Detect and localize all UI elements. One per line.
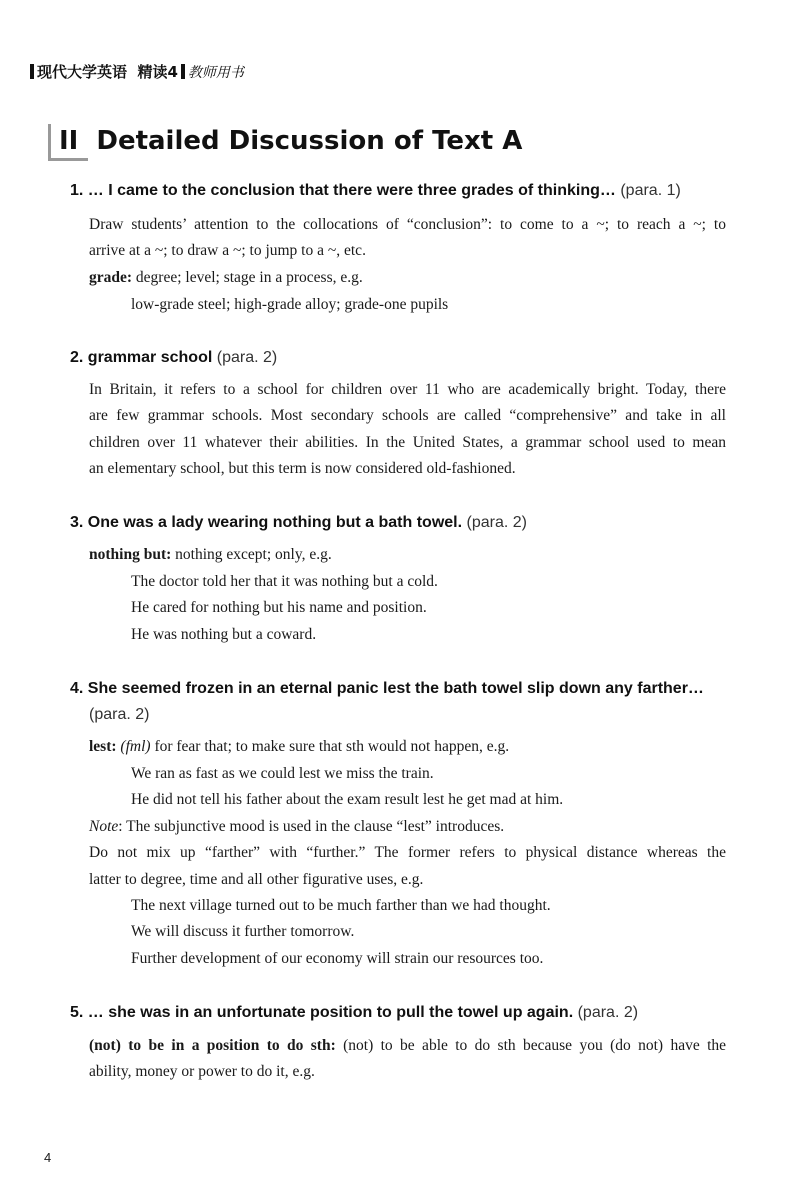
item-para-ref: (para. 1) [620,182,681,199]
body-line: In Britain, it refers to a school for children over 11 who are academically bright. Today, there [89,381,726,398]
header-bar-mark [181,64,185,79]
item-heading [70,1004,638,1022]
body-line: arrive at a ~; to draw a ~; to jump to a ~, etc. [89,242,366,259]
section-heading [48,124,522,161]
book-series-title: 现代大学英语 [37,63,128,81]
item-number: 1. [70,182,84,199]
body-line: Draw students’ attention to the collocations of “conclusion”: to come to a ~; to reach a ~; to [89,216,726,233]
term: nothing but: [89,546,172,563]
term: (not) to be in a position to do sth: [89,1037,336,1054]
term-def: (not) to be able to do sth because you (do not) have the [343,1037,727,1054]
item-para-ref: (para. 2) [89,706,150,723]
item-para-ref: (para. 2) [216,349,278,366]
example-line: We ran as fast as we could lest we miss the train. [131,765,434,782]
note-line [89,817,726,837]
book-volume: 精读4 [137,63,178,81]
example-line: We will discuss it further tomorrow. [131,923,355,940]
item-head-text: One was a lady wearing nothing but a bath towel. [87,514,463,531]
note-text: : The subjunctive mood is used in the clause “lest” introduces. [118,818,505,835]
term: grade: [89,269,133,286]
section-title: Detailed Discussion of Text A [96,126,523,156]
term-definition [89,268,726,288]
term-definition [89,545,726,565]
item-number: 2. [70,349,84,366]
item-para-ref: (para. 2) [577,1004,639,1021]
term-definition [89,1036,726,1056]
item-heading [70,182,681,200]
body-line: children over 11 whatever their abilities. In the United States, a grammar school used to mean [89,434,726,451]
example-line: He cared for nothing but his name and position. [131,599,427,616]
item-number: 4. [70,680,84,697]
item-head-text: … I came to the conclusion that there were three grades of thinking… [87,182,616,199]
running-header [30,61,244,82]
header-bar-mark [30,64,34,79]
item-heading [70,514,527,532]
example-line: The next village turned out to be much farther than we had thought. [131,897,551,914]
body-line: an elementary school, but this term is now considered old-fashioned. [89,460,516,477]
example-line: The doctor told her that it was nothing but a cold. [131,573,438,590]
term-def: nothing except; only, e.g. [175,546,332,563]
term: lest: [89,738,117,755]
item-head-text: grammar school [87,349,213,366]
body-line: Do not mix up “farther” with “further.” The former refers to physical distance whereas the [89,844,726,861]
item-head-text: … she was in an unfortunate position to pull the towel up again. [87,1004,574,1021]
item-para-ref: (para. 2) [466,514,527,531]
page-number: 4 [44,1150,52,1165]
term-definition [89,737,726,757]
item-heading [70,680,704,698]
example-line: Further development of our economy will strain our resources too. [131,950,544,967]
note-label: Note [89,818,119,835]
section-number: II [48,124,88,161]
term-def: degree; level; stage in a process, e.g. [135,269,363,286]
example-line: He did not tell his father about the exam result lest he get mad at him. [131,791,564,808]
body-line: latter to degree, time and all other figurative uses, e.g. [89,871,424,888]
item-head-text: She seemed frozen in an eternal panic lest the bath towel slip down any farther… [87,680,704,697]
register-label: (fml) [120,738,151,755]
item-heading [70,349,277,367]
item-number: 3. [70,514,84,531]
body-line: ability, money or power to do it, e.g. [89,1063,315,1080]
example-line: He was nothing but a coward. [131,626,317,643]
item-number: 5. [70,1004,84,1021]
body-line: are few grammar schools. Most secondary schools are called “comprehensive” and take in all [89,407,726,424]
term-def: for fear that; to make sure that sth would not happen, e.g. [154,738,510,755]
book-subtitle: 教师用书 [187,65,244,81]
example-line: low-grade steel; high-grade alloy; grade-one pupils [131,296,449,313]
